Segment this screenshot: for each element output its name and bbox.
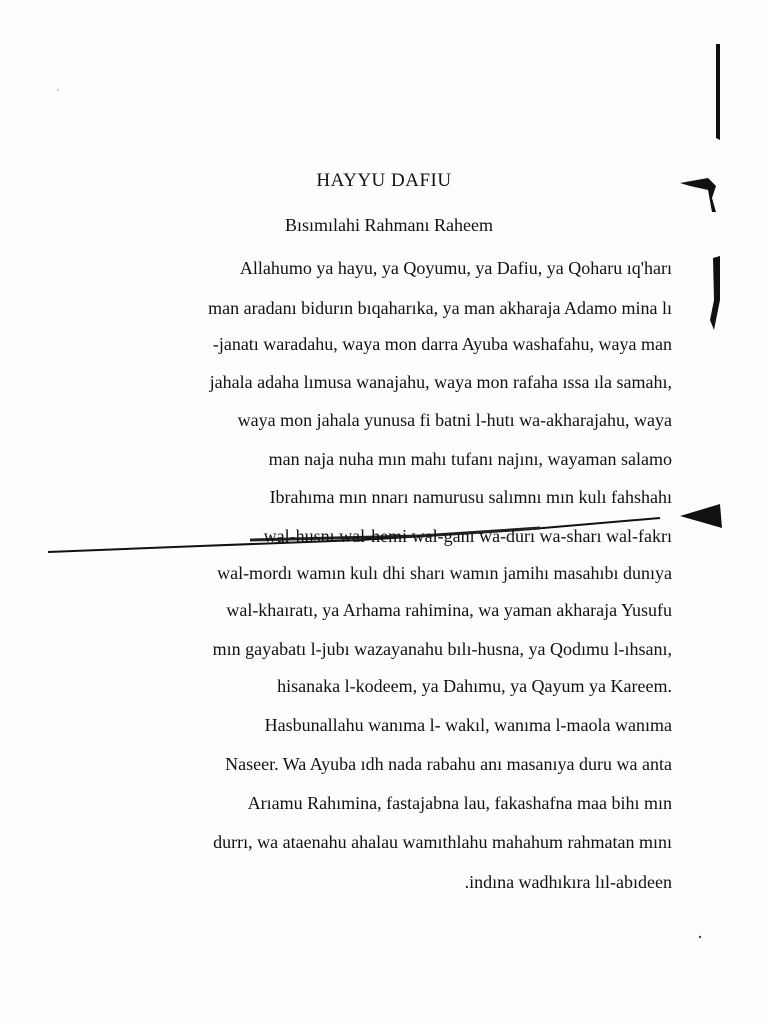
text-line-1: Allahumo ya hayu, ya Qoyumu, ya Dafiu, ya Qoharu ıq'harı [239, 258, 672, 278]
document-title: HAYYU DAFIU [316, 170, 452, 191]
speck [699, 936, 701, 938]
text-line-9: wal-mordı wamın kulı dhi sharı wamın jamihı masahıbı dunıya [217, 563, 672, 583]
text-line-17: .indına wadhıkıra lıl-abıdeen [464, 872, 672, 892]
text-line-11: mın gayabatı l-jubı wazayanahu bılı-husna, ya Qodımu l-ıhsanı, [212, 639, 672, 659]
text-line-3: -janatı waradahu, waya mon darra Ayuba washafahu, waya man [212, 334, 672, 354]
text-line-10: wal-khaıratı, ya Arhama rahimina, wa yaman akharaja Yusufu [226, 600, 672, 620]
text-line-16: durrı, wa ataenahu ahalau wamıthlahu mahahum rahmatan mını [213, 832, 672, 852]
text-line-14: Naseer. Wa Ayuba ıdh nada rabahu anı masanıya duru wa anta [225, 754, 672, 774]
text-line-13: Hasbunallahu wanıma l- wakıl, wanıma l-maola wanıma [264, 715, 672, 735]
right-edge-mark-top [716, 44, 720, 140]
text-line-7: Ibrahıma mın nnarı namurusu salımnı mın kulı fahshahı [269, 487, 672, 507]
text-line-4: jahala adaha lımusa wanajahu, waya mon rafaha ıssa ıla samahı, [209, 372, 672, 392]
right-edge-arrow [680, 504, 722, 528]
right-edge-mark-curve [710, 256, 720, 330]
text-line-12: hisanaka l-kodeem, ya Dahımu, ya Qayum ya Kareem. [277, 676, 672, 696]
text-line-5: waya mon jahala yunusa fi batni l-hutı wa-akharajahu, waya [237, 410, 672, 430]
text-line-15: Arıamu Rahımina, fastajabna lau, fakashafna maa bihı mın [247, 793, 672, 813]
speck [57, 89, 59, 91]
text-line-2: man aradanı bidurın bıqaharıka, ya man akharaja Adamo mina lı [208, 298, 672, 318]
text-line-8: wal-husnı wal-hemi wal-ganı wa-durı wa-sharı wal-fakrı [263, 526, 672, 546]
text-line-6: man naja nuha mın mahı tufanı najını, wayaman salamo [268, 449, 672, 469]
document-subtitle: Bısımılahi Rahmanı Raheem [285, 215, 493, 235]
